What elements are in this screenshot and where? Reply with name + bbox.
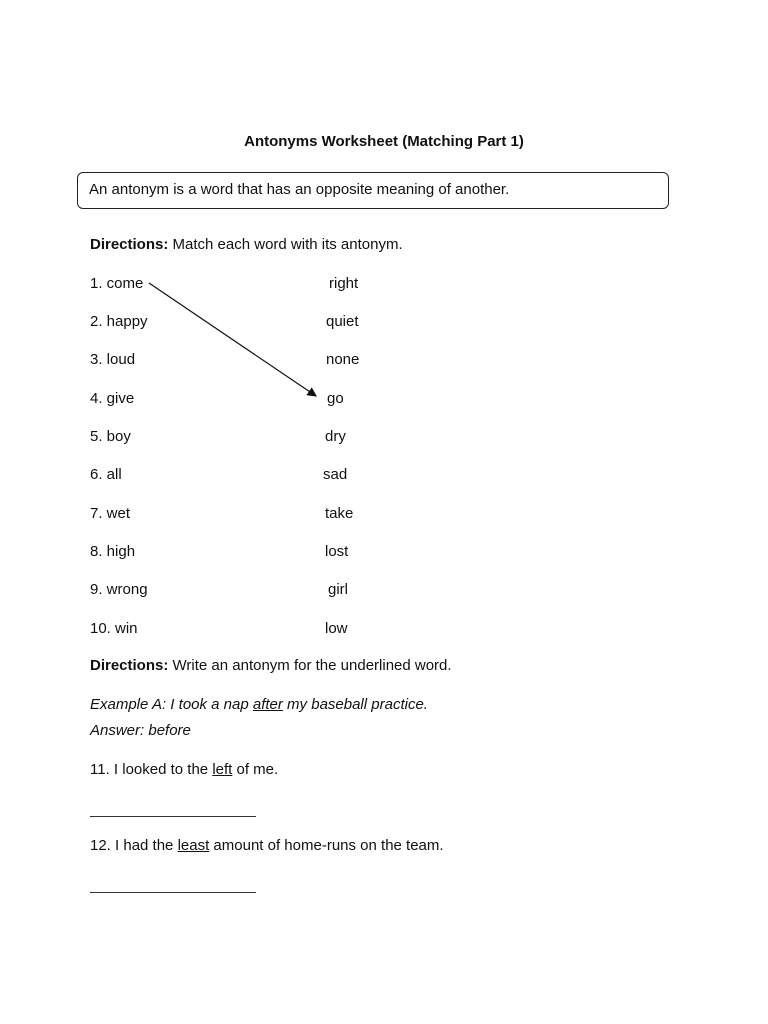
right-word: low [325, 620, 348, 637]
right-word: lost [325, 543, 349, 560]
directions-label: Directions: [90, 657, 169, 674]
directions-antonym [90, 657, 452, 674]
left-word: 10. win [90, 620, 138, 637]
left-word: 1. come [90, 275, 144, 292]
example-answer: Answer: before [90, 722, 191, 739]
left-word: 4. give [90, 390, 135, 407]
q11-pre: 11. I looked to the [90, 761, 213, 778]
right-word: none [326, 351, 360, 368]
q11-underlined-word: left [212, 761, 233, 778]
right-word: go [327, 390, 344, 407]
left-word: 5. boy [90, 428, 131, 445]
left-word: 7. wet [90, 505, 131, 522]
answer-line-11[interactable] [90, 816, 256, 817]
left-word: 9. wrong [90, 581, 148, 598]
example-post: my baseball practice. [282, 696, 428, 713]
left-word: 3. loud [90, 351, 136, 368]
directions-text: Match each word with its antonym. [168, 236, 403, 253]
right-word: sad [323, 466, 348, 483]
right-word: quiet [326, 313, 359, 330]
example-sentence [90, 696, 428, 713]
right-word: dry [325, 428, 346, 445]
left-word: 8. high [90, 543, 136, 560]
left-word: 6. all [90, 466, 122, 483]
question-11 [90, 761, 278, 778]
right-word: right [329, 275, 359, 292]
left-word: 2. happy [90, 313, 148, 330]
q12-pre: 12. I had the [90, 837, 178, 854]
q12-underlined-word: least [177, 837, 210, 854]
right-word: girl [328, 581, 349, 598]
example-underlined-word: after [252, 696, 283, 713]
worksheet-title: Antonyms Worksheet (Matching Part 1) [244, 133, 524, 150]
directions-label: Directions: [90, 236, 169, 253]
q11-post: of me. [232, 761, 279, 778]
q12-post: amount of home-runs on the team. [209, 837, 444, 854]
directions-text: Write an antonym for the underlined word. [168, 657, 452, 674]
example-pre: Example A: I took a nap [90, 696, 253, 713]
question-12 [90, 837, 444, 854]
right-word: take [325, 505, 354, 522]
answer-line-12[interactable] [90, 892, 256, 893]
definition-text: An antonym is a word that has an opposite meaning of another. [89, 181, 510, 198]
